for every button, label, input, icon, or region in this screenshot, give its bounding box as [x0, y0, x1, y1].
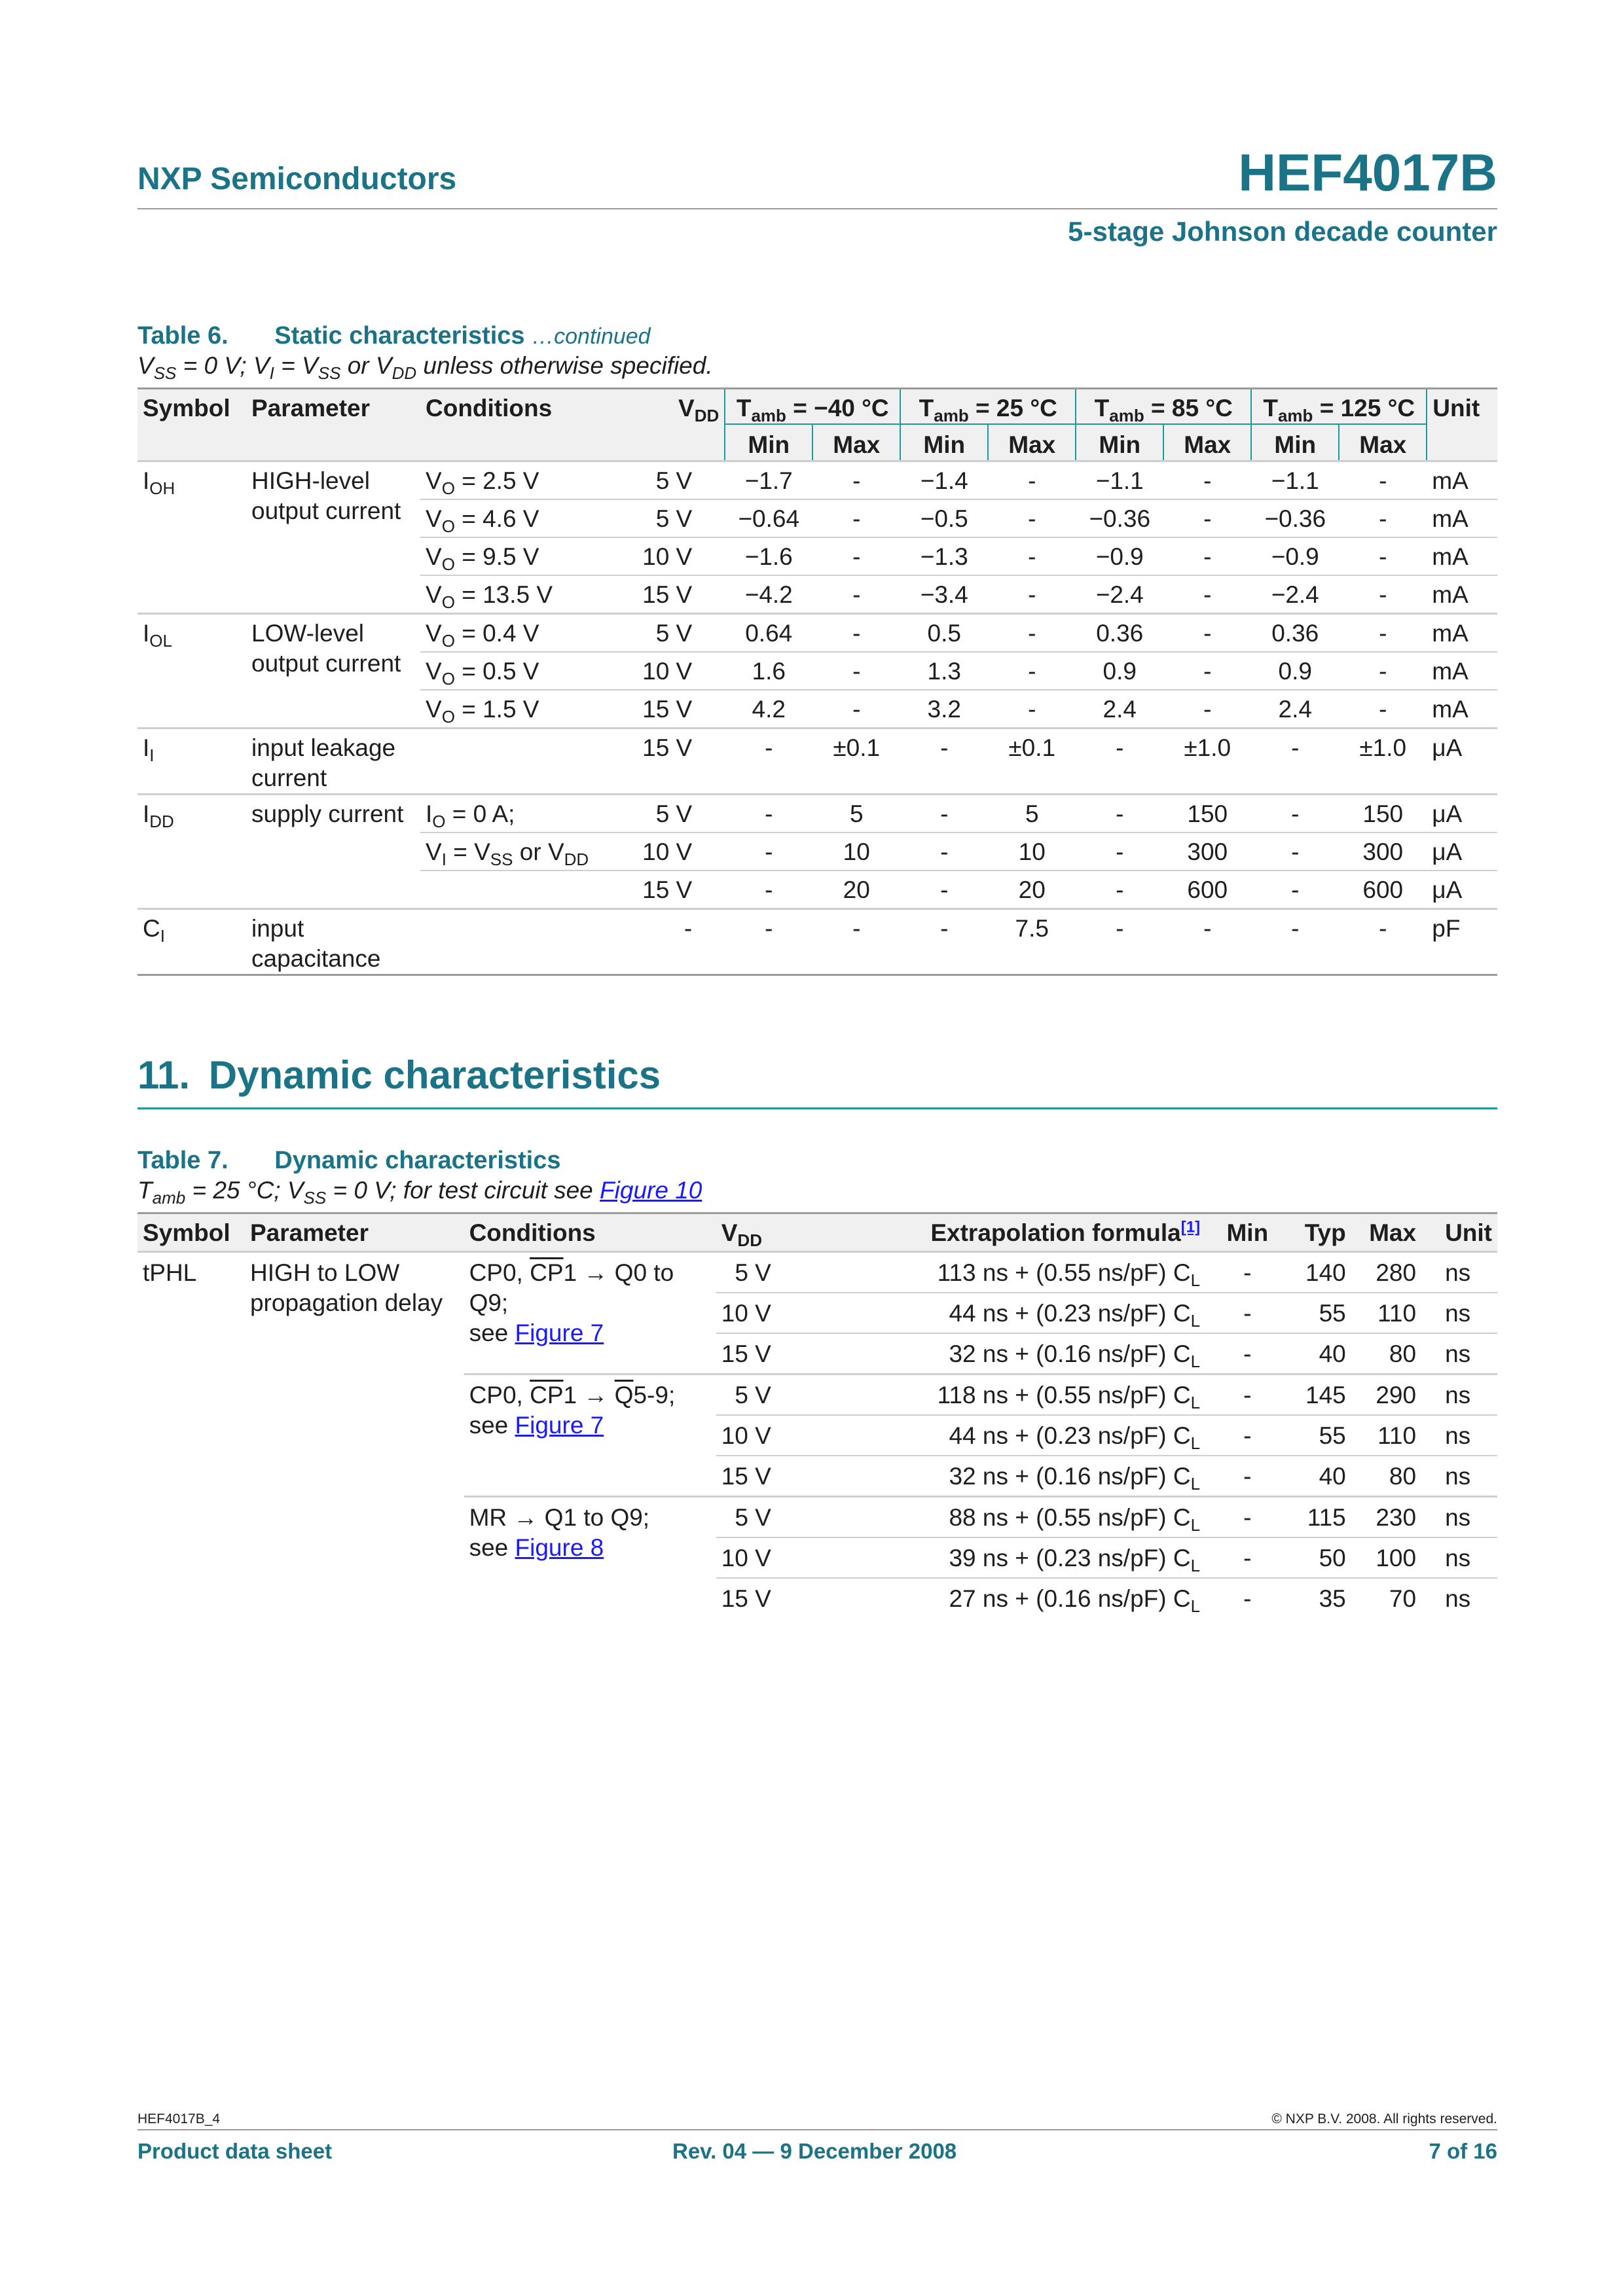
condition-cell: $V_O = 13.5$ V — [420, 575, 621, 614]
dynamic-characteristics-body — [137, 1252, 1497, 1619]
min-value: 1.6 — [725, 652, 812, 690]
min-value: −0.9 — [1076, 537, 1163, 575]
max-value: - — [1339, 499, 1427, 537]
unit-cell: mA — [1427, 652, 1497, 690]
min-value: - — [725, 833, 812, 870]
max-value: 110 — [1351, 1293, 1421, 1333]
formula-label: Extrapolation formula — [930, 1219, 1181, 1246]
col-formula — [811, 1213, 1213, 1252]
col-max: Max — [1339, 424, 1427, 461]
table6-title: Static characteristics — [274, 322, 525, 350]
min-value: −1.3 — [900, 537, 988, 575]
vdd-cell: 15 V — [621, 690, 725, 728]
table-row — [137, 909, 1497, 975]
unit-cell: μA — [1427, 795, 1497, 833]
max-value: 600 — [1163, 870, 1251, 909]
formula-cell: 39 ns + (0.23 ns/pF) $C_L$ — [811, 1537, 1213, 1578]
max-value: 150 — [1163, 795, 1251, 833]
min-value: 0.64 — [725, 614, 812, 653]
parameter-cell: input capacitance — [246, 909, 420, 975]
unit-cell: mA — [1427, 461, 1497, 500]
unit-cell: mA — [1427, 499, 1497, 537]
min-value: - — [1251, 833, 1339, 870]
unit-cell: ns — [1421, 1415, 1497, 1456]
section-title: Dynamic characteristics — [208, 1053, 661, 1097]
typ-value: 50 — [1282, 1537, 1351, 1578]
min-value: −2.4 — [1076, 575, 1163, 614]
table-row — [137, 795, 1497, 833]
unit-cell: μA — [1427, 728, 1497, 795]
table7-caption — [137, 1147, 561, 1175]
footnote-link[interactable]: [1] — [1180, 1218, 1201, 1236]
max-value: ±0.1 — [812, 728, 900, 795]
vdd-cell: 5 V — [716, 1374, 811, 1416]
condition-cell — [420, 870, 621, 909]
formula-cell: 118 ns + (0.55 ns/pF) $C_L$ — [811, 1374, 1213, 1416]
table-row — [137, 728, 1497, 795]
min-value: −4.2 — [725, 575, 812, 614]
vdd-cell: 15 V — [621, 575, 725, 614]
max-value: - — [988, 614, 1076, 653]
vdd-cell: 15 V — [621, 728, 725, 795]
vdd-cell: 10 V — [716, 1415, 811, 1456]
condition-see: see Figure 7 — [469, 1319, 604, 1346]
max-value: 150 — [1339, 795, 1427, 833]
min-value: - — [900, 909, 988, 975]
col-max: Max — [1351, 1213, 1421, 1252]
footer-page: 7 of 16 — [1429, 2139, 1497, 2163]
max-value: - — [812, 537, 900, 575]
figure10-link[interactable]: Figure 10 — [600, 1177, 702, 1204]
unit-cell: mA — [1427, 537, 1497, 575]
condition-cell: $V_O = 4.6$ V — [420, 499, 621, 537]
condition-cell — [464, 1374, 716, 1497]
section-rule — [137, 1107, 1497, 1109]
document-subtitle: 5-stage Johnson decade counter — [1068, 216, 1497, 247]
footer-revision: Rev. 04 — 9 December 2008 — [672, 2139, 957, 2163]
min-value: - — [1076, 870, 1163, 909]
max-value: 80 — [1351, 1456, 1421, 1497]
table6-label: Table 6. — [137, 322, 228, 350]
max-value: - — [988, 575, 1076, 614]
max-value: - — [1339, 461, 1427, 500]
min-value: −0.36 — [1076, 499, 1163, 537]
min-value: - — [1251, 795, 1339, 833]
min-value: - — [725, 909, 812, 975]
table6-conditions-note: $V_{SS} = 0$ V; $V_I = V_{SS}$ or $V_{DD}$ unless otherwise specified. — [137, 352, 713, 383]
unit-cell: mA — [1427, 690, 1497, 728]
condition-cell — [464, 1252, 716, 1374]
max-value: - — [812, 909, 900, 975]
max-value: ±1.0 — [1339, 728, 1427, 795]
col-max: Max — [812, 424, 900, 461]
vdd-cell: 10 V — [716, 1537, 811, 1578]
max-value: 7.5 — [988, 909, 1076, 975]
formula-cell: 44 ns + (0.23 ns/pF) $C_L$ — [811, 1293, 1213, 1333]
unit-cell: ns — [1421, 1293, 1497, 1333]
col-min: Min — [1251, 424, 1339, 461]
vdd-cell: 15 V — [716, 1456, 811, 1497]
vdd-cell: 5 V — [716, 1252, 811, 1293]
col-tamb-m40: $T_{amb} = -40$ °C — [725, 389, 900, 425]
col-conditions: Conditions — [464, 1213, 716, 1252]
footer-doc-type: Product data sheet — [137, 2139, 333, 2163]
max-value: - — [1339, 537, 1427, 575]
condition-text: CP0, $\overline{CP}1 \to \overline{Q}5-9$; — [469, 1382, 676, 1408]
max-value: - — [1163, 575, 1251, 614]
condition-cell: $V_O = 9.5$ V — [420, 537, 621, 575]
max-value: - — [988, 499, 1076, 537]
unit-cell: ns — [1421, 1497, 1497, 1538]
figure-link[interactable]: Figure 7 — [515, 1319, 604, 1346]
max-value: - — [812, 614, 900, 653]
max-value: - — [812, 652, 900, 690]
max-value: 10 — [988, 833, 1076, 870]
table6-continued: …continued — [532, 324, 651, 349]
max-value: 100 — [1351, 1537, 1421, 1578]
condition-text: CP0, $\overline{CP}1 \to Q0$ to Q9; — [469, 1259, 674, 1316]
min-value: - — [725, 728, 812, 795]
col-parameter: Parameter — [245, 1213, 464, 1252]
min-value: 0.36 — [1076, 614, 1163, 653]
min-value: - — [1213, 1456, 1282, 1497]
max-value: 70 — [1351, 1578, 1421, 1618]
min-value: −3.4 — [900, 575, 988, 614]
unit-cell: ns — [1421, 1333, 1497, 1374]
table-row — [137, 614, 1497, 653]
col-unit: Unit — [1427, 389, 1497, 461]
vdd-cell: 15 V — [716, 1578, 811, 1618]
min-value: - — [1076, 795, 1163, 833]
max-value: ±0.1 — [988, 728, 1076, 795]
vdd-cell: 5 V — [621, 499, 725, 537]
max-value: - — [988, 461, 1076, 500]
max-value: - — [1163, 461, 1251, 500]
footer-copyright: © NXP B.V. 2008. All rights reserved. — [1271, 2111, 1497, 2126]
table-row — [137, 461, 1497, 500]
col-tamb-125: $T_{amb} = 125$ °C — [1251, 389, 1427, 425]
min-value: 2.4 — [1251, 690, 1339, 728]
min-value: 0.9 — [1251, 652, 1339, 690]
typ-value: 145 — [1282, 1374, 1351, 1416]
parameter-cell: supply current — [246, 795, 420, 909]
min-value: - — [1213, 1537, 1282, 1578]
unit-cell: μA — [1427, 870, 1497, 909]
min-value: −0.64 — [725, 499, 812, 537]
col-min: Min — [1213, 1213, 1282, 1252]
figure-link[interactable]: Figure 8 — [515, 1534, 604, 1561]
symbol-cell: tPHL — [137, 1252, 245, 1619]
min-value: - — [900, 870, 988, 909]
typ-value: 140 — [1282, 1252, 1351, 1293]
typ-value: 115 — [1282, 1497, 1351, 1538]
min-value: - — [1251, 728, 1339, 795]
min-value: 4.2 — [725, 690, 812, 728]
min-value: −0.9 — [1251, 537, 1339, 575]
vdd-cell: 5 V — [716, 1497, 811, 1538]
condition-cell — [464, 1497, 716, 1619]
col-conditions: Conditions — [420, 389, 621, 461]
min-value: 2.4 — [1076, 690, 1163, 728]
max-value: ±1.0 — [1163, 728, 1251, 795]
col-vdd: $V_{DD}$ — [716, 1213, 811, 1252]
max-value: 80 — [1351, 1333, 1421, 1374]
min-value: - — [900, 833, 988, 870]
max-value: 230 — [1351, 1497, 1421, 1538]
formula-cell: 88 ns + (0.55 ns/pF) $C_L$ — [811, 1497, 1213, 1538]
min-value: - — [1076, 728, 1163, 795]
min-value: 0.36 — [1251, 614, 1339, 653]
typ-value: 55 — [1282, 1293, 1351, 1333]
symbol-cell: $I_I$ — [137, 728, 246, 795]
company-name: NXP Semiconductors — [137, 162, 457, 196]
typ-value: 40 — [1282, 1456, 1351, 1497]
vdd-cell: 15 V — [716, 1333, 811, 1374]
condition-cell: $V_O = 1.5$ V — [420, 690, 621, 728]
max-value: - — [1163, 690, 1251, 728]
vdd-cell: 10 V — [621, 833, 725, 870]
unit-cell: ns — [1421, 1537, 1497, 1578]
symbol-cell: $I_{OL}$ — [137, 614, 246, 728]
typ-value: 55 — [1282, 1415, 1351, 1456]
unit-cell: mA — [1427, 614, 1497, 653]
vdd-cell: 5 V — [621, 461, 725, 500]
max-value: - — [988, 690, 1076, 728]
unit-cell: ns — [1421, 1374, 1497, 1416]
max-value: - — [1163, 537, 1251, 575]
table7-label: Table 7. — [137, 1147, 228, 1174]
parameter-cell: HIGH-level output current — [246, 461, 420, 614]
vdd-cell: 5 V — [621, 614, 725, 653]
min-value: - — [725, 870, 812, 909]
min-value: - — [1213, 1415, 1282, 1456]
max-value: 110 — [1351, 1415, 1421, 1456]
min-value: - — [1076, 909, 1163, 975]
table-row — [137, 1252, 1497, 1293]
static-characteristics-body — [137, 461, 1497, 975]
min-value: 3.2 — [900, 690, 988, 728]
table7-title: Dynamic characteristics — [274, 1147, 561, 1174]
max-value: - — [1163, 499, 1251, 537]
condition-cell: $V_I = V_{SS}$ or $V_{DD}$ — [420, 833, 621, 870]
condition-cell: $V_O = 0.5$ V — [420, 652, 621, 690]
vdd-cell: 5 V — [621, 795, 725, 833]
parameter-cell: input leakage current — [246, 728, 420, 795]
condition-see: see Figure 8 — [469, 1534, 604, 1561]
col-typ: Typ — [1282, 1213, 1351, 1252]
col-vdd: $V_{DD}$ — [621, 389, 725, 461]
typ-value: 35 — [1282, 1578, 1351, 1618]
vdd-cell: 10 V — [621, 537, 725, 575]
max-value: - — [988, 652, 1076, 690]
formula-cell: 27 ns + (0.16 ns/pF) $C_L$ — [811, 1578, 1213, 1618]
formula-cell: 44 ns + (0.23 ns/pF) $C_L$ — [811, 1415, 1213, 1456]
table6-caption — [137, 322, 651, 350]
min-value: - — [725, 795, 812, 833]
unit-cell: ns — [1421, 1578, 1497, 1618]
condition-cell: $V_O = 0.4$ V — [420, 614, 621, 653]
min-value: −1.6 — [725, 537, 812, 575]
parameter-cell: HIGH to LOW propagation delay — [245, 1252, 464, 1619]
max-value: 10 — [812, 833, 900, 870]
max-value: 300 — [1163, 833, 1251, 870]
max-value: - — [812, 575, 900, 614]
symbol-cell: $I_{DD}$ — [137, 795, 246, 909]
vdd-cell: 10 V — [716, 1293, 811, 1333]
min-value: - — [1213, 1374, 1282, 1416]
col-min: Min — [725, 424, 812, 461]
max-value: - — [1339, 909, 1427, 975]
max-value: - — [1163, 614, 1251, 653]
footer-rule — [137, 2129, 1497, 2130]
condition-see: see Figure 7 — [469, 1412, 604, 1439]
min-value: - — [900, 795, 988, 833]
vdd-cell: 10 V — [621, 652, 725, 690]
min-value: - — [1213, 1497, 1282, 1538]
max-value: 20 — [988, 870, 1076, 909]
footer-doc-id: HEF4017B_4 — [137, 2111, 221, 2126]
min-value: - — [1251, 909, 1339, 975]
typ-value: 40 — [1282, 1333, 1351, 1374]
condition-cell: $I_O = 0$ A; — [420, 795, 621, 833]
col-max: Max — [1163, 424, 1251, 461]
formula-cell: 32 ns + (0.16 ns/pF) $C_L$ — [811, 1456, 1213, 1497]
max-value: 5 — [812, 795, 900, 833]
max-value: 5 — [988, 795, 1076, 833]
max-value: - — [1339, 614, 1427, 653]
col-symbol: Symbol — [137, 389, 246, 461]
max-value: 290 — [1351, 1374, 1421, 1416]
table7-note: $T_{amb} = 25$ °C; $V_{SS} = 0$ V; for test circuit see Figure 10 — [137, 1177, 702, 1208]
min-value: −1.7 — [725, 461, 812, 500]
min-value: - — [1213, 1578, 1282, 1618]
condition-cell — [420, 909, 621, 975]
max-value: - — [1163, 909, 1251, 975]
col-max: Max — [988, 424, 1076, 461]
max-value: - — [1339, 690, 1427, 728]
col-parameter: Parameter — [246, 389, 420, 461]
part-number: HEF4017B — [1238, 143, 1497, 202]
condition-cell: $V_O = 2.5$ V — [420, 461, 621, 500]
condition-text: MR → Q1 to Q9; — [469, 1504, 650, 1531]
vdd-cell: - — [621, 909, 725, 975]
max-value: - — [1339, 575, 1427, 614]
min-value: −1.4 — [900, 461, 988, 500]
unit-cell: pF — [1427, 909, 1497, 975]
min-value: −0.5 — [900, 499, 988, 537]
min-value: 0.5 — [900, 614, 988, 653]
max-value: - — [812, 499, 900, 537]
max-value: - — [1339, 652, 1427, 690]
formula-cell: 113 ns + (0.55 ns/pF) $C_L$ — [811, 1252, 1213, 1293]
unit-cell: mA — [1427, 575, 1497, 614]
unit-cell: ns — [1421, 1456, 1497, 1497]
parameter-cell: LOW-level output current — [246, 614, 420, 728]
max-value: - — [988, 537, 1076, 575]
col-tamb-85: $T_{amb} = 85$ °C — [1076, 389, 1251, 425]
min-value: −1.1 — [1251, 461, 1339, 500]
min-value: - — [1076, 833, 1163, 870]
min-value: - — [900, 728, 988, 795]
unit-cell: ns — [1421, 1252, 1497, 1293]
dynamic-characteristics-table — [137, 1212, 1497, 1618]
header-rule — [137, 208, 1497, 209]
min-value: - — [1213, 1293, 1282, 1333]
figure-link[interactable]: Figure 7 — [515, 1412, 604, 1439]
unit-cell: μA — [1427, 833, 1497, 870]
max-value: 20 — [812, 870, 900, 909]
symbol-cell: $I_{OH}$ — [137, 461, 246, 614]
max-value: 300 — [1339, 833, 1427, 870]
section-number: 11. — [137, 1053, 191, 1097]
min-value: −1.1 — [1076, 461, 1163, 500]
section-heading — [137, 1052, 661, 1098]
col-unit: Unit — [1421, 1213, 1497, 1252]
formula-cell: 32 ns + (0.16 ns/pF) $C_L$ — [811, 1333, 1213, 1374]
max-value: 600 — [1339, 870, 1427, 909]
col-symbol: Symbol — [137, 1213, 245, 1252]
vdd-cell: 15 V — [621, 870, 725, 909]
min-value: 1.3 — [900, 652, 988, 690]
min-value: - — [1213, 1252, 1282, 1293]
condition-cell — [420, 728, 621, 795]
static-characteristics-table — [137, 387, 1497, 976]
col-min: Min — [1076, 424, 1163, 461]
min-value: - — [1213, 1333, 1282, 1374]
max-value: - — [812, 461, 900, 500]
min-value: −2.4 — [1251, 575, 1339, 614]
max-value: 280 — [1351, 1252, 1421, 1293]
col-tamb-25: $T_{amb} = 25$ °C — [900, 389, 1076, 425]
max-value: - — [1163, 652, 1251, 690]
max-value: - — [812, 690, 900, 728]
col-min: Min — [900, 424, 988, 461]
symbol-cell: $C_I$ — [137, 909, 246, 975]
min-value: - — [1251, 870, 1339, 909]
min-value: −0.36 — [1251, 499, 1339, 537]
min-value: 0.9 — [1076, 652, 1163, 690]
